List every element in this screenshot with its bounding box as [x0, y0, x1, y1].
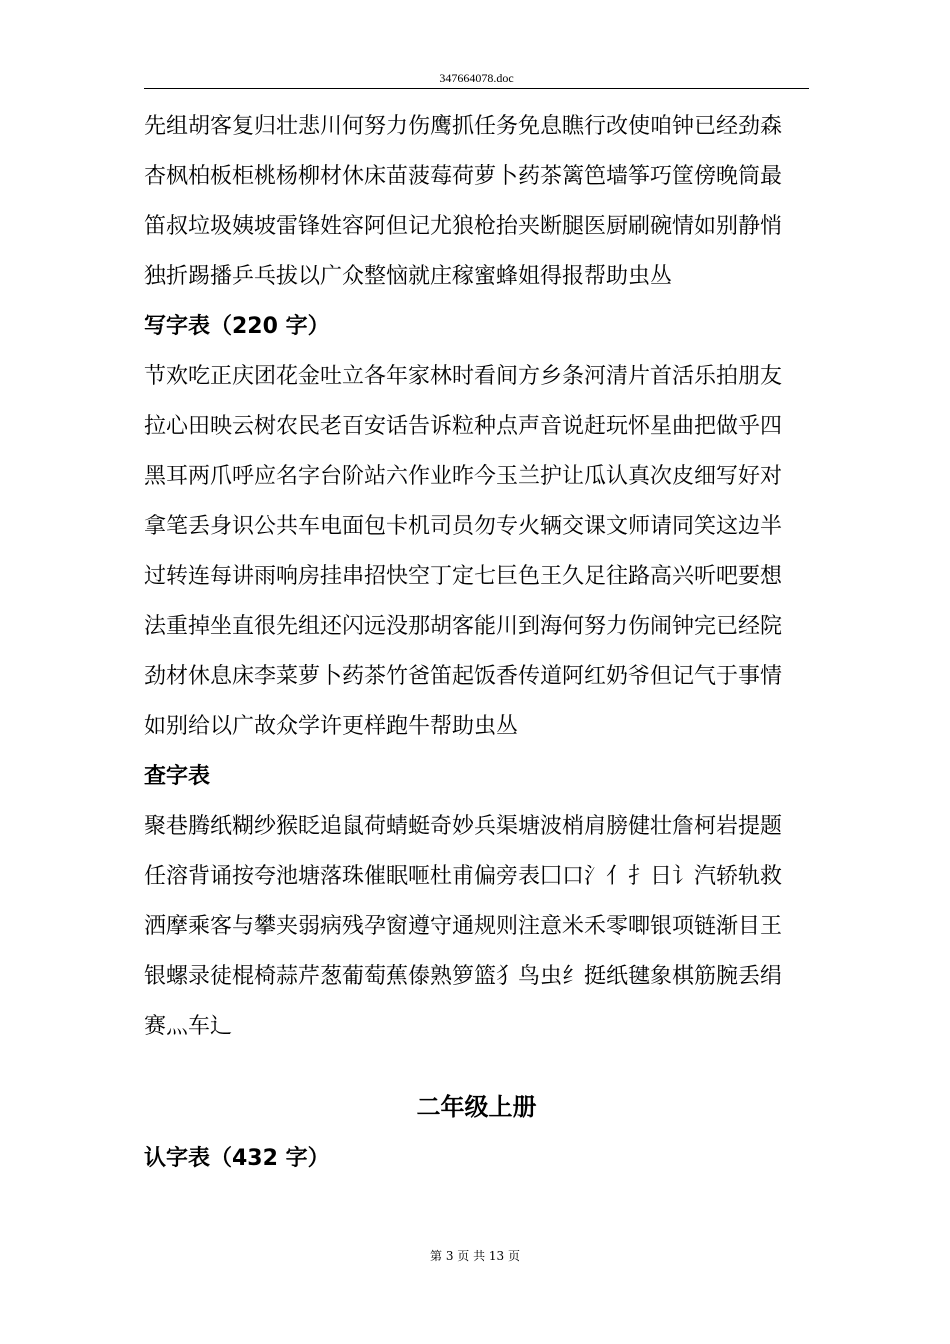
character-line: 任溶背诵按夸池塘落珠催眠咂杜甫偏旁表囗口氵亻扌日讠汽轿轨救: [144, 864, 783, 889]
character-line: 洒摩乘客与攀夹弱病残孕窗遵守通规则注意米禾零唧银项链渐目王: [144, 914, 783, 939]
character-line: 赛灬车辶: [144, 1014, 233, 1039]
section-heading: 写字表（220 字）: [144, 314, 330, 339]
document-body: [144, 112, 809, 1194]
character-line: 杏枫柏板柜桃杨柳材休床苗菠莓荷萝卜药茶篱笆墙筝巧筐傍晚筒最: [144, 164, 783, 189]
section-heading: 查字表: [144, 764, 211, 789]
recognize-characters-block: [144, 112, 809, 292]
document-filename: 347664078.doc: [439, 71, 514, 85]
character-line: 拿笔丢身识公共车电面包卡机司员勿专火辆交课文师请同笑这边半: [144, 514, 783, 539]
character-line: 如别给以广故众学许更样跑牛帮助虫丛: [144, 714, 519, 739]
character-line: 银螺录徒棍椅蒜芹葱葡萄蕉傣熟箩篮犭鸟虫纟挺纸毽象棋筋腕丢绢: [144, 964, 783, 989]
character-line: 黑耳两爪呼应名字台阶站六作业昨今玉兰护让瓜认真次皮细写好对: [144, 464, 783, 489]
character-line: 独折踢播乒乓拔以广众整恼就庄稼蜜蜂姐得报帮助虫丛: [144, 264, 673, 289]
character-line: 劲材休息床李菜萝卜药茶竹爸笛起饭香传道阿红奶爷但记气于事情: [144, 664, 783, 689]
page-number: 第 3 页 共 13 页: [430, 1249, 520, 1263]
write-characters-section: [144, 312, 809, 742]
character-line: 法重掉坐直很先组还闪远没那胡客能川到海何努力伤闹钟完已经院: [144, 614, 783, 639]
character-line: 过转连每讲雨响房挂串招快空丁定七巨色王久足往路高兴听吧要想: [144, 564, 783, 589]
page-footer: [0, 1246, 950, 1266]
grade-heading: 二年级上册: [416, 1093, 537, 1121]
section-heading: 认字表（432 字）: [144, 1146, 330, 1171]
lookup-characters-section: [144, 762, 809, 1042]
character-line: 节欢吃正庆团花金吐立各年家林时看间方乡条河清片首活乐拍朋友: [144, 364, 783, 389]
character-line: 笛叔垃圾姨坡雷锋姓容阿但记尤狼枪抬夹断腿医厨刷碗情如别静悄: [144, 214, 783, 239]
character-line: 拉心田映云树农民老百安话告诉粒种点声音说赶玩怀星曲把做乎四: [144, 414, 783, 439]
page-header: [144, 68, 809, 89]
character-line: 先组胡客复归壮悲川何努力伤鹰抓任务免息瞧行改使咱钟已经劲森: [144, 114, 783, 139]
character-line: 聚巷腾纸糊纱猴眨追鼠荷蜻蜓奇妙兵渠塘波梢肩膀健壮詹柯岩提题: [144, 814, 783, 839]
